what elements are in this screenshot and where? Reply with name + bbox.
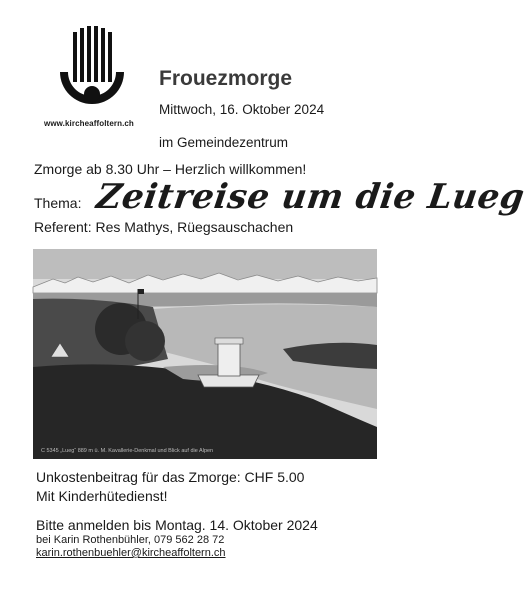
speaker-line: Referent: Res Mathys, Rüegsauschachen [34,219,294,235]
welcome-line: Zmorge ab 8.30 Uhr – Herzlich willkommen! [34,161,307,177]
logo-bar-6 [108,32,112,82]
lueg-photo [33,249,377,459]
logo-bar-1 [73,32,77,82]
photo-monument-base [198,375,259,387]
cost-line: Unkostenbeitrag für das Zmorge: CHF 5.00 [36,469,305,485]
event-date: Mittwoch, 16. Oktober 2024 [159,102,325,117]
contact-email-link[interactable]: karin.rothenbuehler@kircheaffoltern.ch [36,547,226,559]
photo-tree-2 [125,321,165,361]
photo-monument-cap [215,338,243,344]
logo-bar-5 [101,28,105,82]
childcare-line: Mit Kinderhütedienst! [36,488,168,504]
event-title: Frouezmorge [159,67,293,90]
contact-name: bei Karin Rothenbühler, 079 562 28 72 [36,534,225,546]
theme-title: Zeitreise um die Lueg [94,177,527,217]
photo-caption: C 5345 „Lueg“ 889 m ü. M. Kavallerie-Denkmal und Blick auf die Alpen [41,448,214,454]
registration-line: Bitte anmelden bis Montag. 14. Oktober 2024 [36,517,318,533]
church-logo [52,26,132,121]
logo-head [84,86,100,102]
event-venue: im Gemeindezentrum [159,135,289,150]
theme-label: Thema: [34,195,82,211]
logo-url[interactable]: www.kircheaffoltern.ch [44,119,134,128]
logo-bar-2 [80,28,84,82]
logo-bar-4 [94,26,98,82]
photo-flag [138,289,144,294]
photo-sky-upper [33,249,377,279]
photo-monument-tower [218,342,240,376]
logo-bar-3 [87,26,91,82]
